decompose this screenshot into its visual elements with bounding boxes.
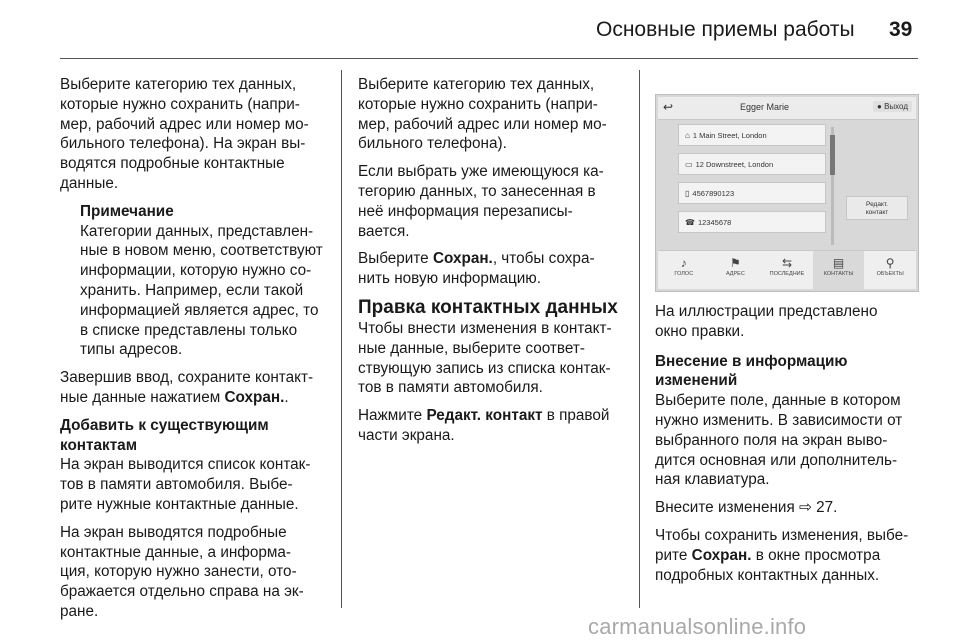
section-heading-add-contact: Добавить к существующим контактам <box>60 416 269 454</box>
col1-paragraph-1: Выберите категорию тех данных, которые нужно сохранить (напри- мер, рабочий адрес или номер мо- бильного телефона). На экран вы- водятся подробные контактные данные. <box>60 76 309 192</box>
page-reference-icon[interactable]: ⇨ <box>799 499 812 517</box>
section-heading-apply-changes: Внесение в информацию изменений <box>655 352 848 390</box>
bottom-tab-bar <box>658 250 916 289</box>
page-number: 39 <box>889 18 913 41</box>
page-header-title: Основные приемы работы <box>596 18 855 41</box>
col2-paragraph-5: Нажмите Редакт. контакт в правой части экрана. <box>358 407 610 444</box>
flag-icon: ⚑ <box>730 256 741 270</box>
col3-paragraph-3: Чтобы сохранить изменения, выбе- рите Сохран. в окне просмотра подробных контактных данных. <box>655 526 909 584</box>
recent-destinations-icon: ⇆ <box>781 256 793 270</box>
column-2 <box>358 75 633 454</box>
mobile-phone-icon: ▯ <box>685 188 690 198</box>
contact-name: Egger Marie <box>740 102 790 112</box>
poi-icon: ⚲ <box>885 256 895 270</box>
tab-address[interactable]: ⚑ АДРЕС <box>710 251 762 289</box>
tab-recent[interactable]: ⇆ ПОСЛЕДНИЕ <box>761 251 813 289</box>
column-3 <box>655 302 930 593</box>
column-divider-1 <box>341 70 342 608</box>
list-scrollbar[interactable] <box>831 127 834 245</box>
col1-paragraph-4: На экран выводятся подробные контактные данные, а информа- ция, которую нужно занести, ото- бражается отдельно справа на эк- ране. <box>60 523 304 620</box>
column-divider-2 <box>639 70 640 608</box>
screen-top-bar <box>658 97 916 120</box>
col2-paragraph-2: Если выбрать уже имеющуюся ка- тегорию данных, то занесенная в неё информация перезаписы- вается. <box>358 163 604 240</box>
column-1 <box>60 75 335 630</box>
tab-poi[interactable]: ⚲ ОБЪЕКТЫ <box>864 251 916 289</box>
col2-paragraph-3: Выберите Сохран., чтобы сохра- нить новую информацию. <box>358 250 595 288</box>
watermark: carmanualsonline.info <box>588 614 807 639</box>
home-icon: ⌂ <box>685 130 690 140</box>
contacts-icon: ▤ <box>832 256 845 270</box>
exit-button[interactable]: ● Выход <box>873 101 912 112</box>
col2-paragraph-4: Чтобы внести изменения в контакт- ные данные, выберите соответ- ствующую запись из списка контак- тов в памяти автомобиля. <box>358 319 612 397</box>
col3-paragraph-2: Внесите изменения ⇨ 27. <box>655 499 838 517</box>
phone-icon: ☎ <box>685 217 695 227</box>
tab-voice[interactable]: ♪ ГОЛОС <box>658 251 710 289</box>
contact-entry[interactable]: ▯ 4567890123 <box>678 182 826 204</box>
tab-contacts[interactable]: ▤ КОНТАКТЫ <box>813 251 865 289</box>
contact-entries-list <box>678 124 826 240</box>
header-rule <box>60 58 918 59</box>
back-arrow-icon[interactable]: ↩ <box>663 100 674 114</box>
col1-paragraph-3: На экран выводится список контак- тов в памяти автомобиля. Выбе- рите нужные контактные данные. <box>60 456 311 513</box>
col3-paragraph-1: Выберите поле, данные в котором нужно изменить. В зависимости от выбранного поля на экран выво- дится основная или дополнитель- ная клавиатура. <box>655 392 903 489</box>
infotainment-screenshot <box>655 94 919 292</box>
note-title: Примечание <box>80 202 174 220</box>
col1-paragraph-2: Завершив ввод, сохраните контакт- ные данные нажатием Сохран.. <box>60 369 314 406</box>
section-heading-edit-contact: Правка контактных данных <box>358 296 618 318</box>
contact-entry[interactable]: ▭ 12 Downstreet, London <box>678 153 826 175</box>
office-icon: ▭ <box>685 159 693 169</box>
note-block: Примечание Категории данных, представлен- ные в новом меню, соответствуют информации, которую нужно со- хранить. Например, если такой информацией является адрес, то в списке представлены только типы адресов. <box>80 202 335 360</box>
contact-entry[interactable]: ⌂ 1 Main Street, London <box>678 124 826 146</box>
edit-contact-button[interactable]: Редакт. контакт <box>846 196 908 220</box>
contact-entry[interactable]: ☎ 12345678 <box>678 211 826 233</box>
figure-caption: На иллюстрации представлено окно правки. <box>655 303 878 340</box>
col2-paragraph-1: Выберите категорию тех данных, которые нужно сохранить (напри- мер, рабочий адрес или номер мо- бильного телефона). <box>358 76 607 153</box>
voice-icon: ♪ <box>680 256 687 270</box>
